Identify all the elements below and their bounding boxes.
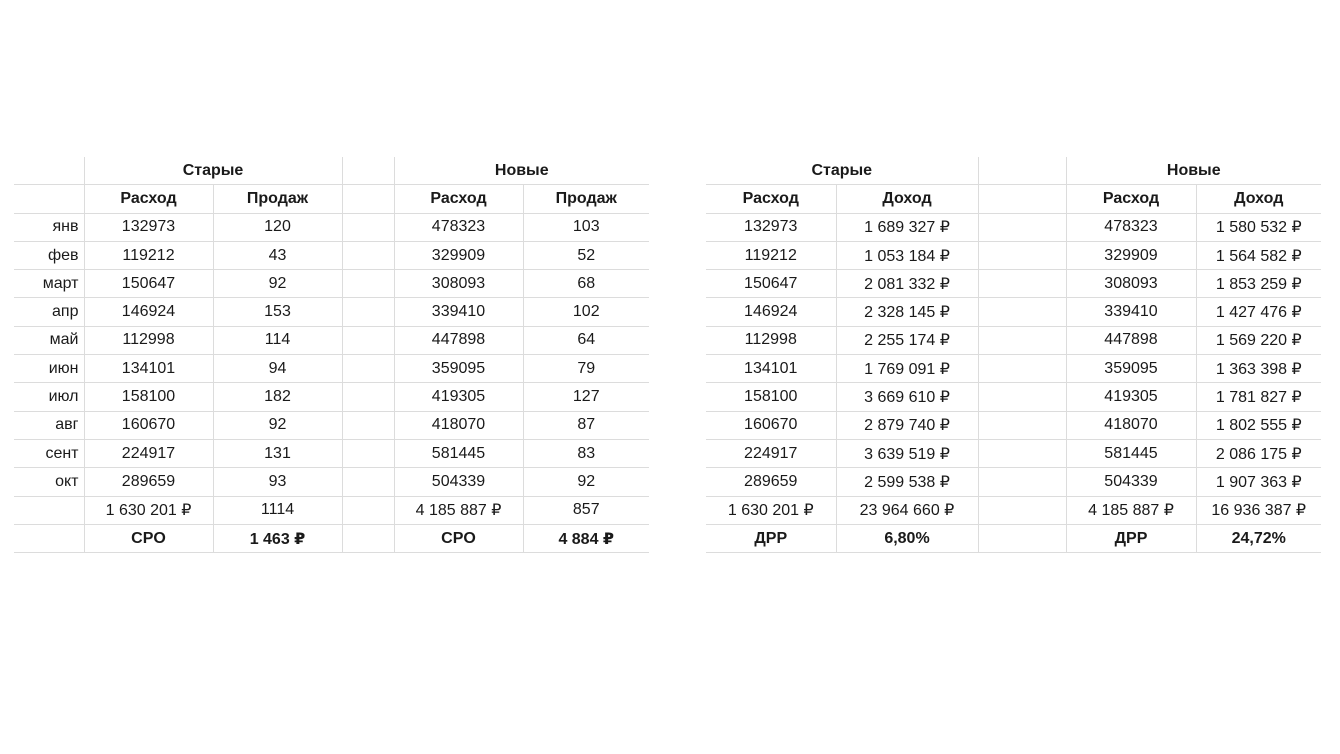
table-row xyxy=(706,326,1321,354)
month-cell: март xyxy=(14,270,84,298)
cpo-value-new: 4 884 ₽ xyxy=(523,524,649,552)
old-income-cell: 1 689 327 ₽ xyxy=(836,213,978,241)
table-row xyxy=(14,411,649,439)
new-income-cell: 2 086 175 ₽ xyxy=(1196,439,1321,467)
month-cell: июл xyxy=(14,383,84,411)
new-sales-cell: 79 xyxy=(523,355,649,383)
drr-label-new: ДРР xyxy=(1066,524,1196,552)
new-expense-cell: 581445 xyxy=(394,439,523,467)
new-expense-cell: 419305 xyxy=(1066,383,1196,411)
table-row xyxy=(706,411,1321,439)
group-header-row xyxy=(706,157,1321,185)
new-expense-cell: 308093 xyxy=(1066,270,1196,298)
group-header-old: Старые xyxy=(706,157,978,185)
group-header-old: Старые xyxy=(84,157,342,185)
total-old-expense: 1 630 201 ₽ xyxy=(84,496,213,524)
drr-value-old: 6,80% xyxy=(836,524,978,552)
old-sales-cell: 92 xyxy=(213,411,342,439)
col-header-income-new: Доход xyxy=(1196,185,1321,213)
totals-row xyxy=(706,496,1321,524)
old-sales-cell: 92 xyxy=(213,270,342,298)
old-expense-cell: 134101 xyxy=(706,355,836,383)
table-row xyxy=(14,468,649,496)
new-sales-cell: 52 xyxy=(523,241,649,269)
new-income-cell: 1 781 827 ₽ xyxy=(1196,383,1321,411)
old-income-cell: 2 599 538 ₽ xyxy=(836,468,978,496)
table-row xyxy=(706,298,1321,326)
table-row xyxy=(706,439,1321,467)
month-cell: июн xyxy=(14,355,84,383)
month-cell: янв xyxy=(14,213,84,241)
new-sales-cell: 83 xyxy=(523,439,649,467)
table-row xyxy=(14,241,649,269)
new-sales-cell: 87 xyxy=(523,411,649,439)
old-expense-cell: 158100 xyxy=(706,383,836,411)
income-table xyxy=(706,157,1321,553)
month-cell: авг xyxy=(14,411,84,439)
col-header-expense-new: Расход xyxy=(1066,185,1196,213)
total-new-income: 16 936 387 ₽ xyxy=(1196,496,1321,524)
new-expense-cell: 329909 xyxy=(1066,241,1196,269)
total-old-income: 23 964 660 ₽ xyxy=(836,496,978,524)
col-header-income-old: Доход xyxy=(836,185,978,213)
table-row xyxy=(706,355,1321,383)
old-expense-cell: 119212 xyxy=(84,241,213,269)
old-expense-cell: 224917 xyxy=(706,439,836,467)
new-sales-cell: 127 xyxy=(523,383,649,411)
old-income-cell: 3 669 610 ₽ xyxy=(836,383,978,411)
table-row xyxy=(14,439,649,467)
old-income-cell: 1 053 184 ₽ xyxy=(836,241,978,269)
table-row xyxy=(14,383,649,411)
totals-row xyxy=(14,496,649,524)
new-expense-cell: 504339 xyxy=(1066,468,1196,496)
total-new-sales: 857 xyxy=(523,496,649,524)
col-header-sales-old: Продаж xyxy=(213,185,342,213)
table-row xyxy=(14,270,649,298)
old-income-cell: 2 328 145 ₽ xyxy=(836,298,978,326)
new-expense-cell: 329909 xyxy=(394,241,523,269)
new-income-cell: 1 580 532 ₽ xyxy=(1196,213,1321,241)
table-row xyxy=(14,355,649,383)
month-cell: сент xyxy=(14,439,84,467)
new-expense-cell: 418070 xyxy=(1066,411,1196,439)
new-expense-cell: 308093 xyxy=(394,270,523,298)
month-cell: окт xyxy=(14,468,84,496)
new-income-cell: 1 564 582 ₽ xyxy=(1196,241,1321,269)
column-header-row xyxy=(14,185,649,213)
total-new-expense: 4 185 887 ₽ xyxy=(1066,496,1196,524)
old-sales-cell: 120 xyxy=(213,213,342,241)
total-old-sales: 1114 xyxy=(213,496,342,524)
table-row xyxy=(706,213,1321,241)
old-expense-cell: 146924 xyxy=(84,298,213,326)
total-new-expense: 4 185 887 ₽ xyxy=(394,496,523,524)
old-expense-cell: 289659 xyxy=(706,468,836,496)
old-expense-cell: 146924 xyxy=(706,298,836,326)
month-cell: фев xyxy=(14,241,84,269)
table-row xyxy=(706,383,1321,411)
old-sales-cell: 131 xyxy=(213,439,342,467)
total-old-expense: 1 630 201 ₽ xyxy=(706,496,836,524)
old-expense-cell: 112998 xyxy=(706,326,836,354)
new-sales-cell: 102 xyxy=(523,298,649,326)
new-sales-cell: 103 xyxy=(523,213,649,241)
column-header-row xyxy=(706,185,1321,213)
new-expense-cell: 419305 xyxy=(394,383,523,411)
new-sales-cell: 68 xyxy=(523,270,649,298)
cpo-value-old: 1 463 ₽ xyxy=(213,524,342,552)
table-row xyxy=(706,241,1321,269)
old-income-cell: 2 081 332 ₽ xyxy=(836,270,978,298)
cpo-label-new: CPO xyxy=(394,524,523,552)
col-header-expense-old: Расход xyxy=(706,185,836,213)
col-header-expense-new: Расход xyxy=(394,185,523,213)
old-expense-cell: 132973 xyxy=(706,213,836,241)
new-income-cell: 1 363 398 ₽ xyxy=(1196,355,1321,383)
table-row xyxy=(14,213,649,241)
old-expense-cell: 160670 xyxy=(84,411,213,439)
group-header-row xyxy=(14,157,649,185)
new-expense-cell: 339410 xyxy=(1066,298,1196,326)
col-header-sales-new: Продаж xyxy=(523,185,649,213)
old-expense-cell: 289659 xyxy=(84,468,213,496)
group-header-new: Новые xyxy=(394,157,649,185)
new-income-cell: 1 427 476 ₽ xyxy=(1196,298,1321,326)
old-sales-cell: 43 xyxy=(213,241,342,269)
table-row xyxy=(14,326,649,354)
drr-label-old: ДРР xyxy=(706,524,836,552)
table-row xyxy=(706,270,1321,298)
old-sales-cell: 153 xyxy=(213,298,342,326)
month-cell: апр xyxy=(14,298,84,326)
table-row xyxy=(14,298,649,326)
old-sales-cell: 182 xyxy=(213,383,342,411)
old-expense-cell: 150647 xyxy=(84,270,213,298)
old-expense-cell: 224917 xyxy=(84,439,213,467)
new-income-cell: 1 907 363 ₽ xyxy=(1196,468,1321,496)
col-header-expense-old: Расход xyxy=(84,185,213,213)
new-income-cell: 1 853 259 ₽ xyxy=(1196,270,1321,298)
old-income-cell: 2 879 740 ₽ xyxy=(836,411,978,439)
drr-value-new: 24,72% xyxy=(1196,524,1321,552)
new-income-cell: 1 802 555 ₽ xyxy=(1196,411,1321,439)
old-expense-cell: 150647 xyxy=(706,270,836,298)
old-sales-cell: 94 xyxy=(213,355,342,383)
new-expense-cell: 504339 xyxy=(394,468,523,496)
old-expense-cell: 112998 xyxy=(84,326,213,354)
new-expense-cell: 581445 xyxy=(1066,439,1196,467)
new-expense-cell: 447898 xyxy=(394,326,523,354)
sales-table xyxy=(14,157,649,553)
new-sales-cell: 92 xyxy=(523,468,649,496)
old-expense-cell: 160670 xyxy=(706,411,836,439)
old-expense-cell: 158100 xyxy=(84,383,213,411)
old-expense-cell: 119212 xyxy=(706,241,836,269)
metric-row xyxy=(14,524,649,552)
cpo-label-old: CPO xyxy=(84,524,213,552)
new-expense-cell: 478323 xyxy=(394,213,523,241)
old-income-cell: 3 639 519 ₽ xyxy=(836,439,978,467)
new-expense-cell: 339410 xyxy=(394,298,523,326)
old-sales-cell: 93 xyxy=(213,468,342,496)
new-expense-cell: 418070 xyxy=(394,411,523,439)
group-header-new: Новые xyxy=(1066,157,1321,185)
old-expense-cell: 134101 xyxy=(84,355,213,383)
metric-row xyxy=(706,524,1321,552)
new-sales-cell: 64 xyxy=(523,326,649,354)
new-income-cell: 1 569 220 ₽ xyxy=(1196,326,1321,354)
old-expense-cell: 132973 xyxy=(84,213,213,241)
month-cell: май xyxy=(14,326,84,354)
table-row xyxy=(706,468,1321,496)
old-income-cell: 1 769 091 ₽ xyxy=(836,355,978,383)
old-income-cell: 2 255 174 ₽ xyxy=(836,326,978,354)
new-expense-cell: 478323 xyxy=(1066,213,1196,241)
new-expense-cell: 447898 xyxy=(1066,326,1196,354)
old-sales-cell: 114 xyxy=(213,326,342,354)
new-expense-cell: 359095 xyxy=(1066,355,1196,383)
new-expense-cell: 359095 xyxy=(394,355,523,383)
